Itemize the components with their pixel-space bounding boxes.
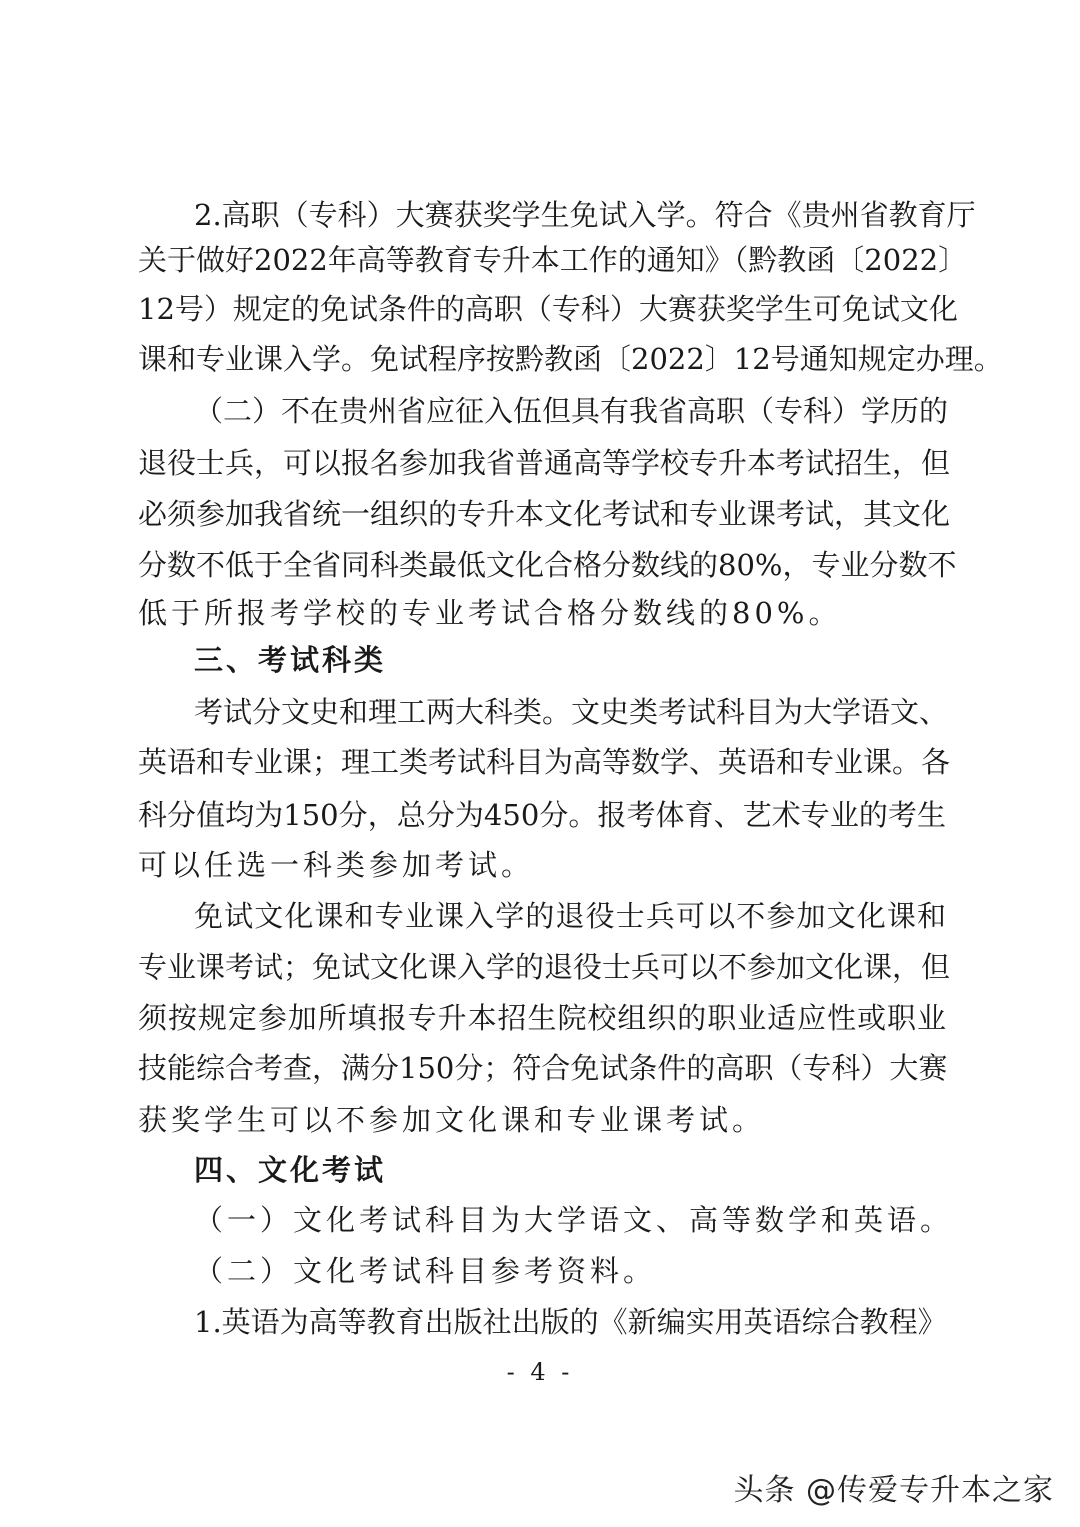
text-line: 须按规定参加所填报专升本招生院校组织的职业适应性或职业 xyxy=(138,1001,946,1035)
text-line: 低于所报考学校的专业考试合格分数线的80%。 xyxy=(138,596,842,630)
text-line: 分数不低于全省同科类最低文化合格分数线的80%，专业分数不 xyxy=(138,548,957,582)
text-line: 英语和专业课；理工类考试科目为高等数学、英语和专业课。各 xyxy=(138,745,951,779)
text-line: （二）不在贵州省应征入伍但具有我省高职（专科）学历的 xyxy=(194,394,949,428)
section-heading: 三、考试科类 xyxy=(194,643,387,677)
text-line: 12号）规定的免试条件的高职（专科）大赛获奖学生可免试文化 xyxy=(138,292,958,326)
text-line: （一）文化考试科目为大学语文、高等数学和英语。 xyxy=(194,1203,954,1237)
text-line: 必须参加我省统一组织的专升本文化考试和专业课考试，其文化 xyxy=(138,497,951,531)
text-line: 退役士兵，可以报名参加我省普通高等学校专升本考试招生，但 xyxy=(138,446,951,480)
text-line: 可以任选一科类参加考试。 xyxy=(138,848,535,882)
text-line: 课和专业课入学。免试程序按黔教函〔2022〕12号通知规定办理。 xyxy=(138,342,1003,376)
text-line: 1.英语为高等教育出版社出版的《新编实用英语综合教程》 xyxy=(194,1305,947,1339)
text-line: 专业课考试；免试文化课入学的退役士兵可以不参加文化课，但 xyxy=(138,950,951,984)
text-line: 考试分文史和理工两大科类。文史类考试科目为大学语文、 xyxy=(194,695,949,729)
text-line: 科分值均为150分，总分为450分。报考体育、艺术专业的考生 xyxy=(138,798,946,832)
watermark: 头条 @传爱专升本之家 xyxy=(733,1473,1054,1508)
text-line: 免试文化课和专业课入学的退役士兵可以不参加文化课和 xyxy=(194,899,946,933)
text-line: 技能综合考查，满分150分；符合免试条件的高职（专科）大赛 xyxy=(138,1051,948,1085)
text-line: （二）文化考试科目参考资料。 xyxy=(194,1254,657,1288)
text-line: 获奖学生可以不参加文化课和专业课考试。 xyxy=(138,1103,766,1137)
page-number: - 4 - xyxy=(506,1358,574,1386)
text-line: 2.高职（专科）大赛获奖学生免试入学。符合《贵州省教育厅 xyxy=(194,198,976,232)
section-heading: 四、文化考试 xyxy=(194,1153,387,1187)
text-line: 关于做好2022年高等教育专升本工作的通知》（黔教函〔2022〕 xyxy=(138,243,968,277)
